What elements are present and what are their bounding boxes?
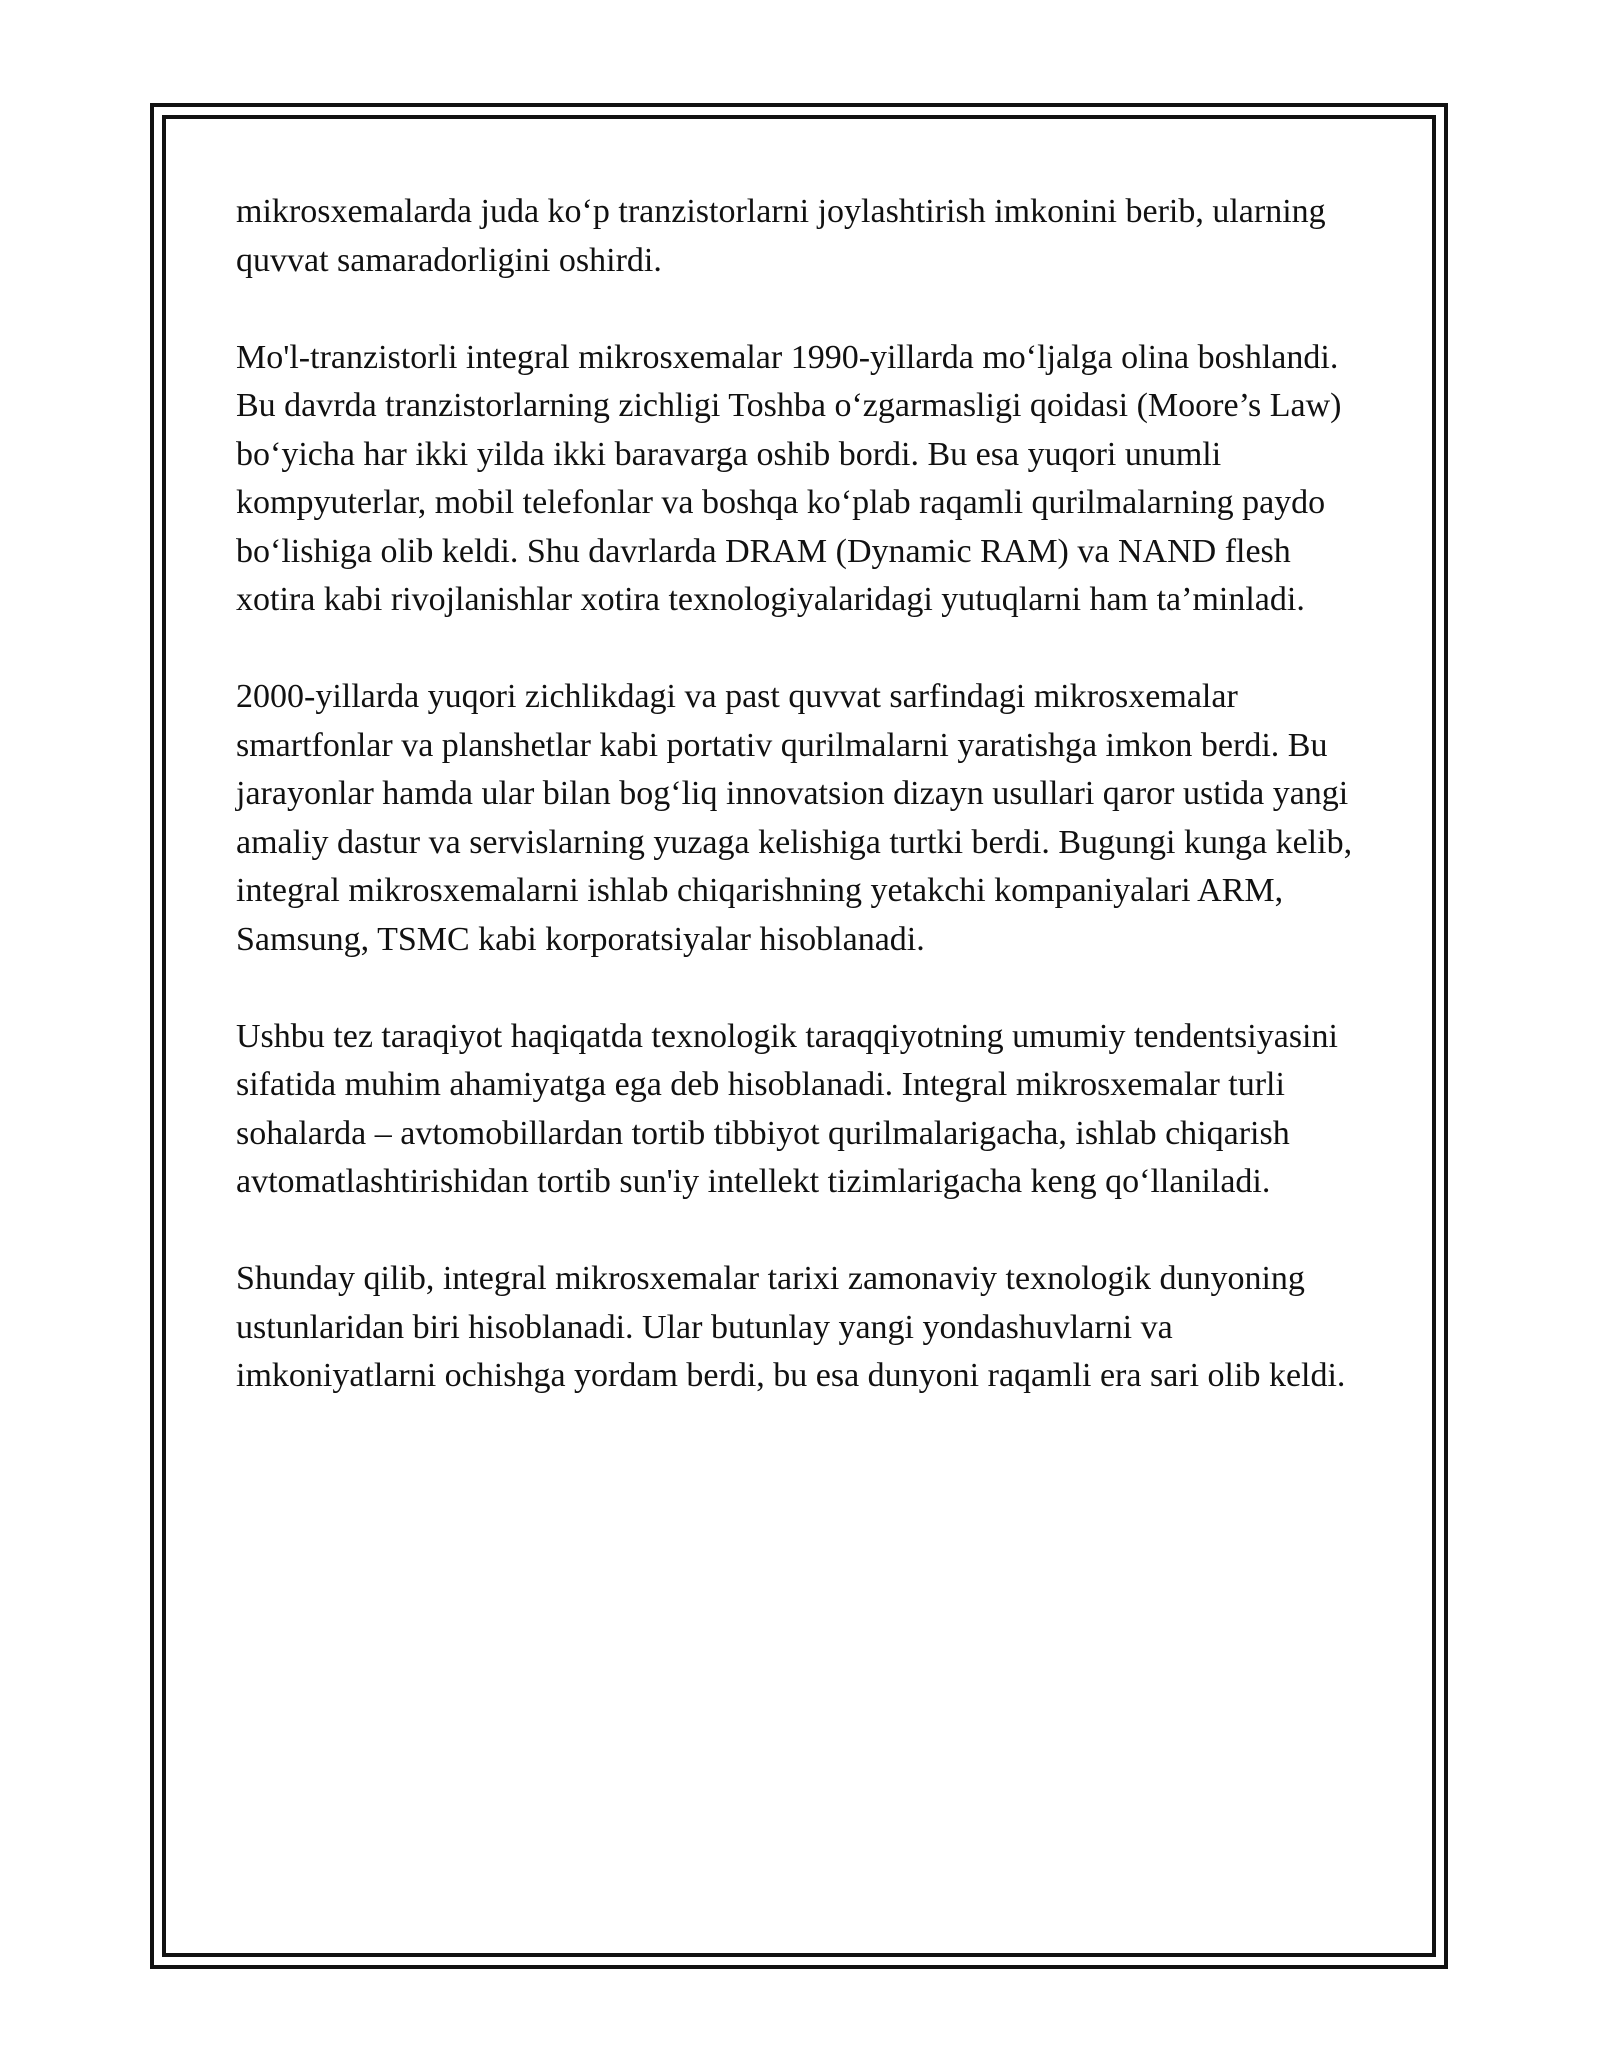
paragraph-3: 2000-yillarda yuqori zichlikdagi va past quvvat sarfindagi mikrosxemalar smartfonlar va planshetlar kabi portativ qurilmalarni yaratishga imkon berdi. Bu jarayonlar hamda ular bilan bog‘liq innovatsion dizayn usullari qaror ustida yangi amaliy dastur va servislarning yuzaga kelishiga turtki berdi. Bugungi kunga kelib, integral mikrosxemalarni ishlab chiqarishning yetakchi kompaniyalari ARM, Samsung, TSMC kabi korporatsiyalar hisoblanadi. (236, 678, 1353, 958)
document-body (236, 188, 1376, 1449)
paragraph-5: Shunday qilib, integral mikrosxemalar tarixi zamonaviy texnologik dunyoning ustunlaridan biri hisoblanadi. Ular butunlay yangi yondashuvlarni va imkoniyatlarni ochishga yordam berdi, bu esa dunyoni raqamli era sari olib keldi. (236, 1260, 1346, 1394)
paragraph-1: mikrosxemalarda juda ko‘p tranzistorlarni joylashtirish imkonini berib, ularning quvvat samaradorligini oshirdi. (236, 193, 1326, 279)
paragraph-2: Mo'l-tranzistorli integral mikrosxemalar 1990-yillarda mo‘ljalga olina boshlandi. Bu davrda tranzistorlarning zichligi Toshba o‘zgarmasligi qoidasi (Moore’s Law) bo‘yicha har ikki yilda ikki baravarga oshib bordi. Bu esa yuqori unumli kompyuterlar, mobil telefonlar va boshqa ko‘plab raqamli qurilmalarning paydo bo‘lishiga olib keldi. Shu davrlarda DRAM (Dynamic RAM) va NAND flesh xotira kabi rivojlanishlar xotira texnologiyalaridagi yutuqlarni ham ta’minladi. (236, 338, 1342, 618)
paragraph-4: Ushbu tez taraqiyot haqiqatda texnologik taraqqiyotning umumiy tendentsiyasini sifatida muhim ahamiyatga ega deb hisoblanadi. Integral mikrosxemalar turli sohalarda – avtomobillardan tortib tibbiyot qurilmalarigacha, ishlab chiqarish avtomatlashtirishidan tortib sun'iy intellekt tizimlarigacha keng qo‘llaniladi. (236, 1017, 1338, 1200)
